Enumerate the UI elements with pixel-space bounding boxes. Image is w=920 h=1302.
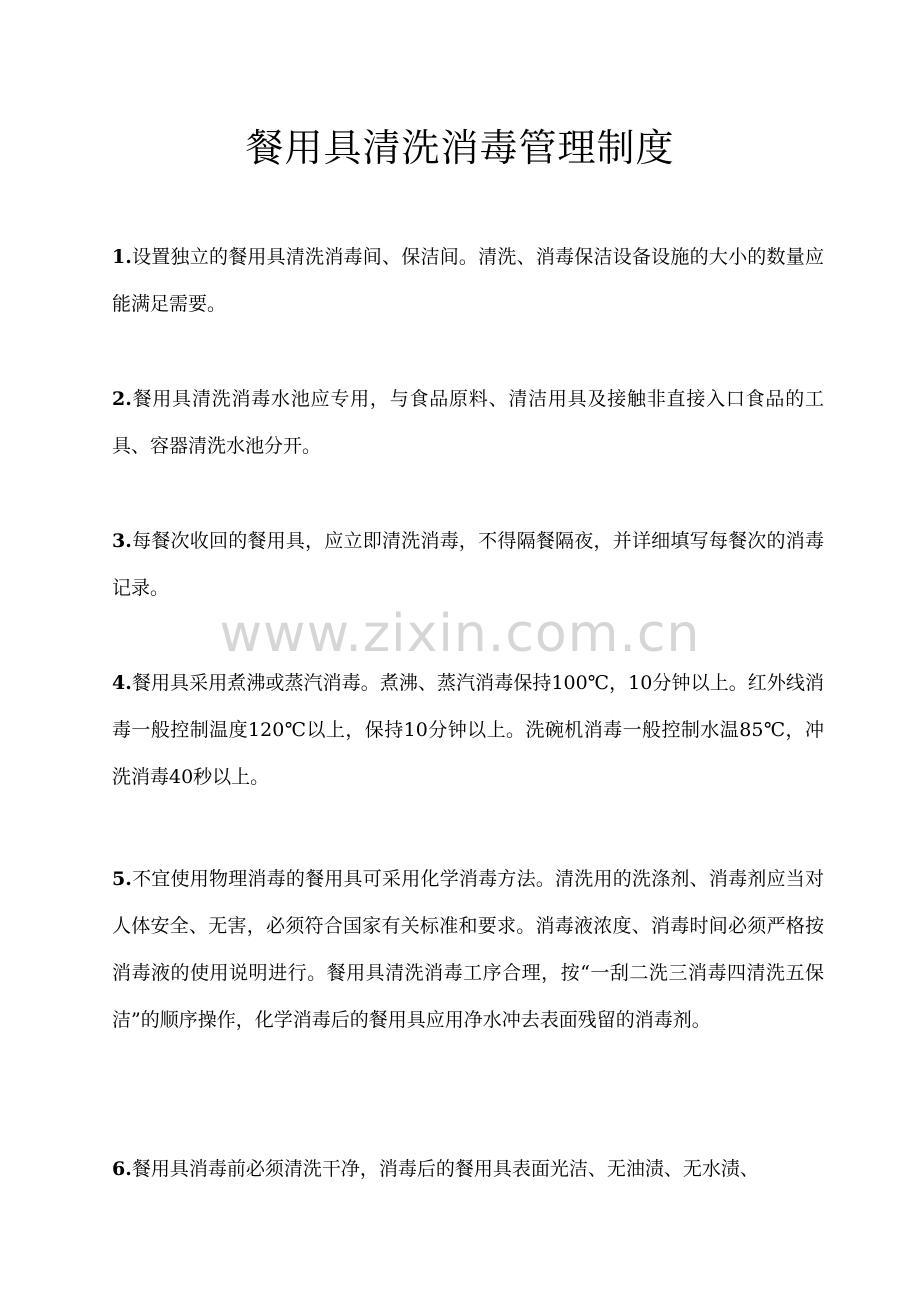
document-title: 餐用具清洗消毒管理制度 xyxy=(245,126,675,170)
paragraph-6 xyxy=(112,1146,824,1193)
item-number: 4. xyxy=(112,672,132,694)
item-number: 2. xyxy=(112,388,132,410)
item-text: 设置独立的餐用具清洗消毒间、保洁间。清洗、消毒保洁设备设施的大小的数量应能满足需要。 xyxy=(112,246,824,315)
item-number: 6. xyxy=(112,1158,132,1180)
item-number: 3. xyxy=(112,530,132,552)
item-text: 餐用具消毒前必须清洗干净，消毒后的餐用具表面光洁、无油渍、无水渍、 xyxy=(131,1158,759,1180)
paragraph-4 xyxy=(112,660,824,801)
paragraph-2 xyxy=(112,376,824,470)
item-number: 5. xyxy=(112,868,132,890)
item-number: 1. xyxy=(112,246,132,268)
watermark: www.zixin.com.cn xyxy=(219,604,701,664)
item-text: 餐用具清洗消毒水池应专用，与食品原料、清洁用具及接触非直接入口食品的工具、容器清洗水池分开。 xyxy=(112,388,824,457)
item-text: 不宜使用物理消毒的餐用具可采用化学消毒方法。清洗用的洗涤剂、消毒剂应当对人体安全、无害，必须符合国家有关标准和要求。消毒液浓度、消毒时间必须严格按消毒液的使用说明进行。餐用具清洗消毒工序合理，按“一刮二洗三消毒四清洗五保洁”的顺序操作，化学消毒后的餐用具应用净水冲去表面残留的消毒剂。 xyxy=(112,868,824,1031)
item-text: 餐用具采用煮沸或蒸汽消毒。煮沸、蒸汽消毒保持100℃，10分钟以上。红外线消毒一般控制温度120℃以上，保持10分钟以上。洗碗机消毒一般控制水温85℃，冲洗消毒40秒以上。 xyxy=(112,672,824,788)
item-text: 每餐次收回的餐用具，应立即清洗消毒，不得隔餐隔夜，并详细填写每餐次的消毒记录。 xyxy=(112,530,824,599)
paragraph-5 xyxy=(112,856,824,1044)
paragraph-1 xyxy=(112,234,824,328)
paragraph-3 xyxy=(112,518,824,612)
